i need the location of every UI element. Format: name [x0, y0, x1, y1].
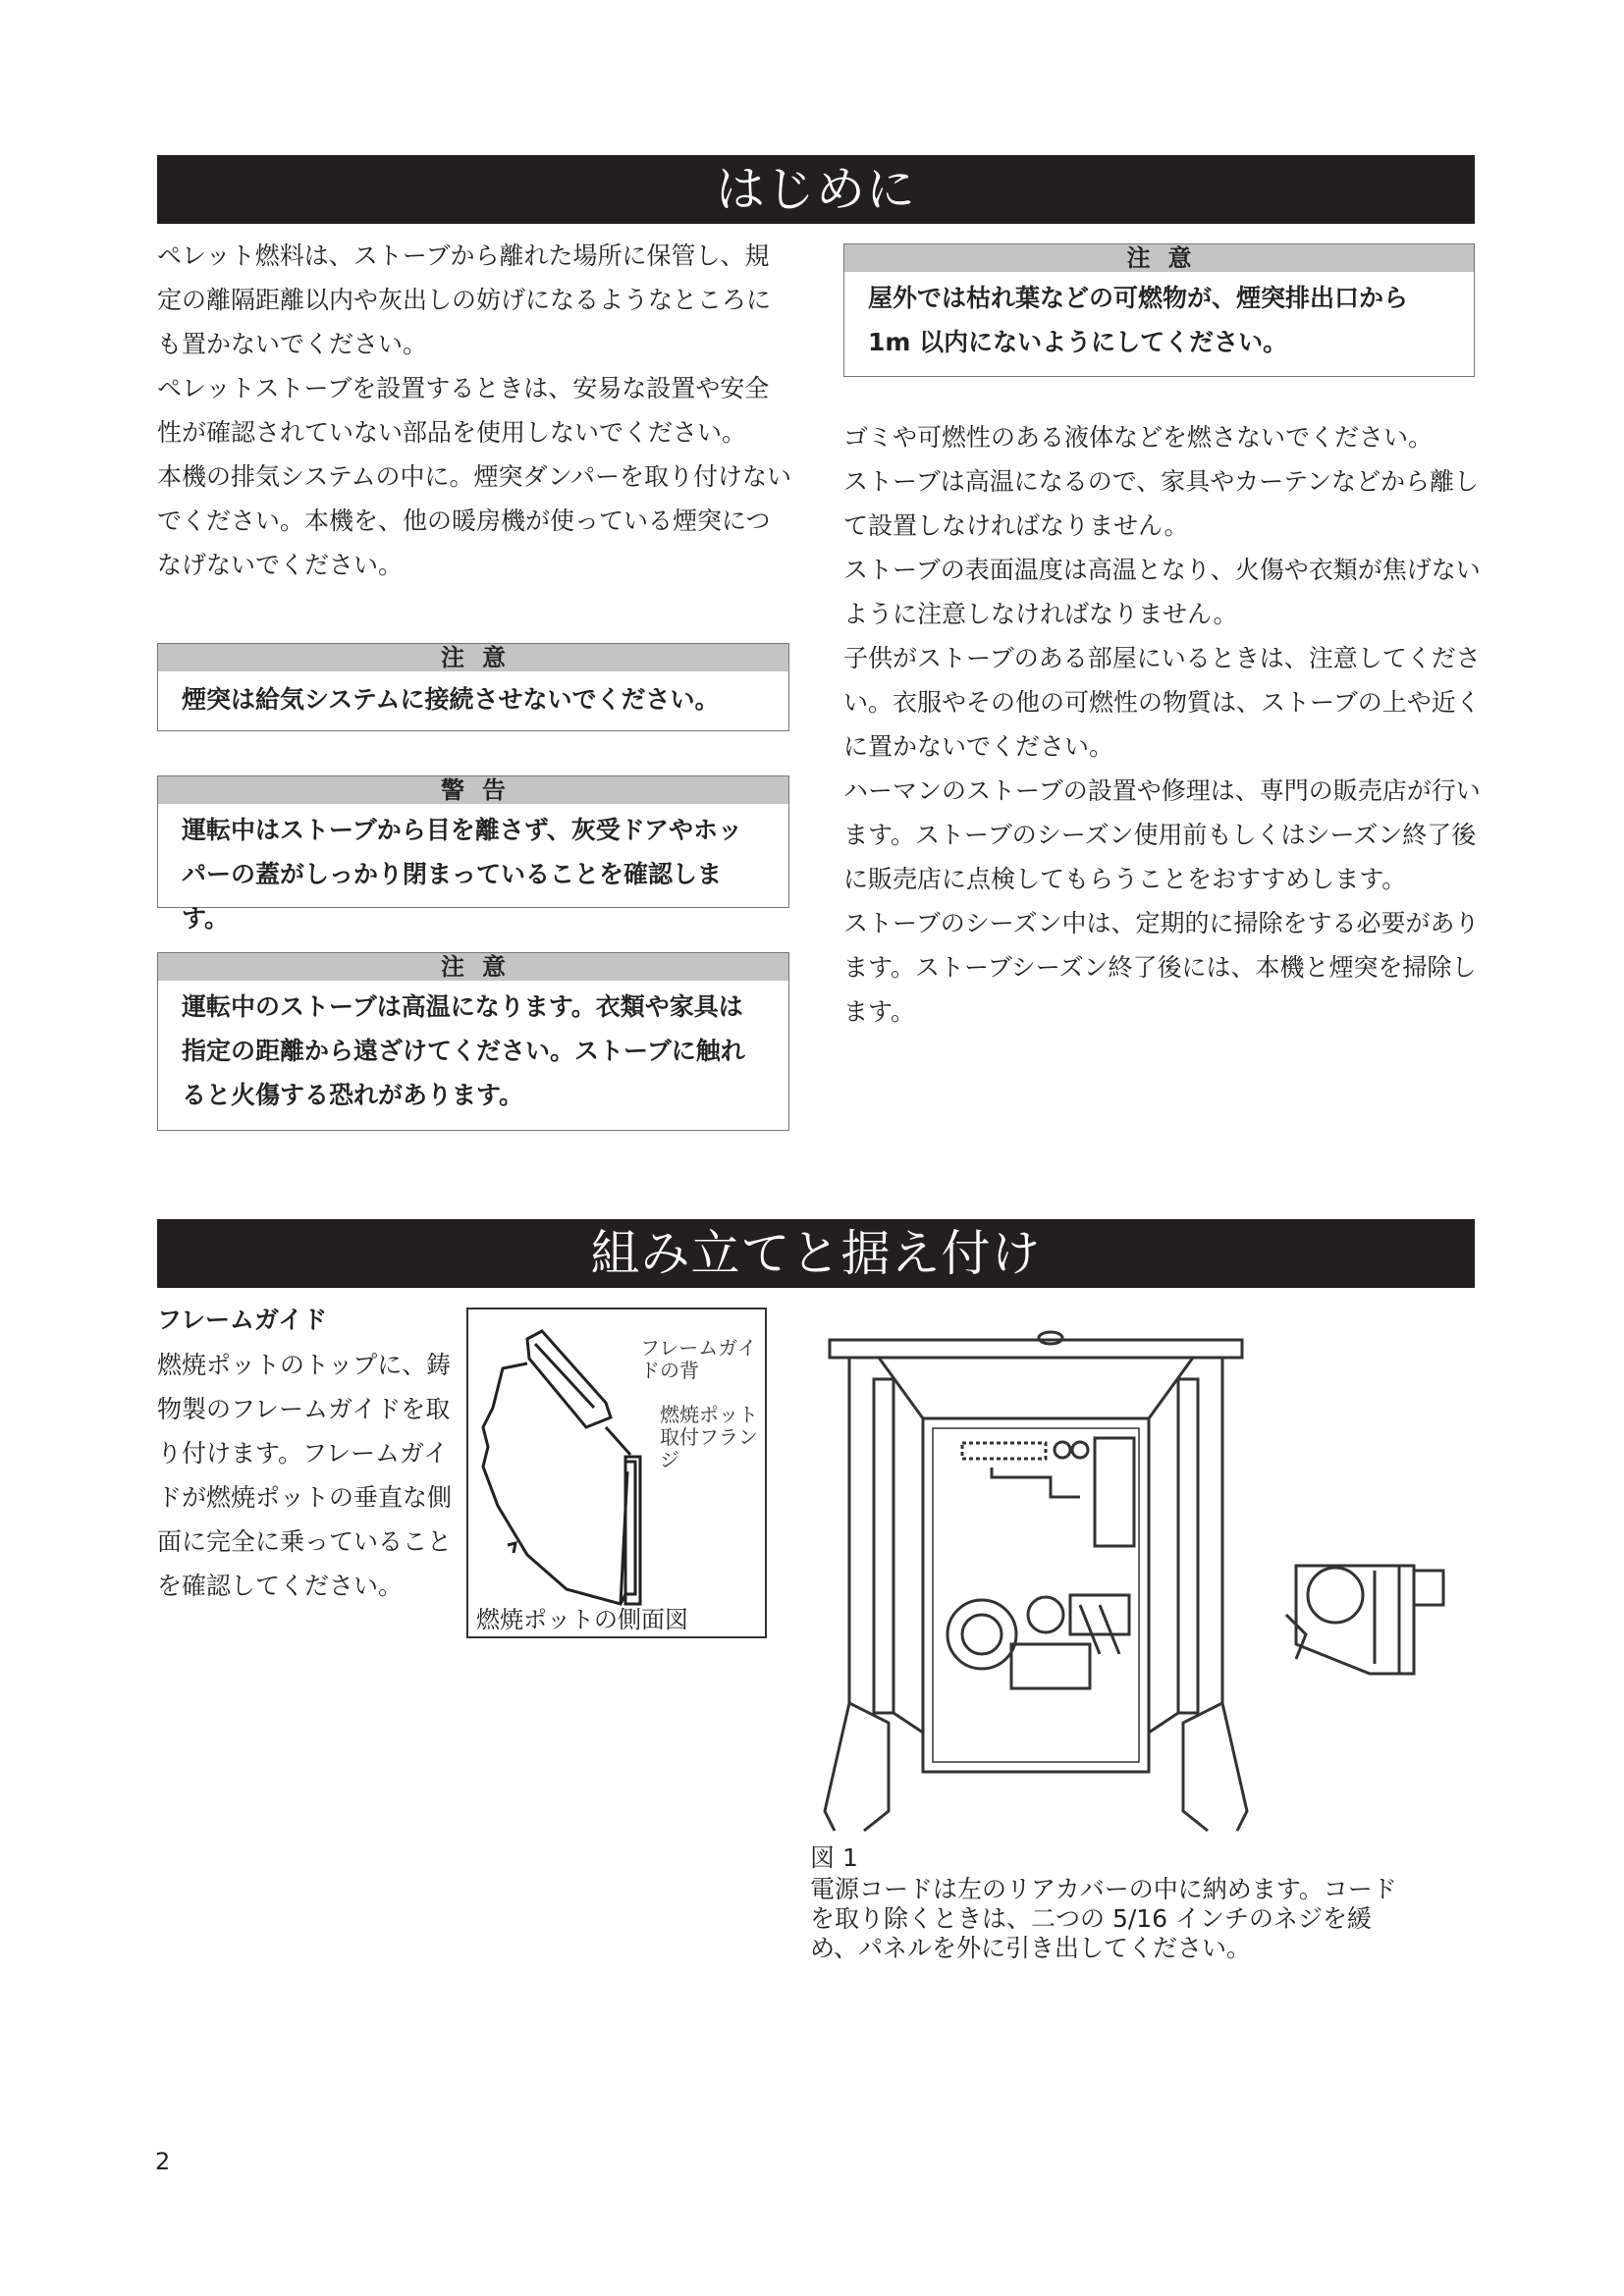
burn-pot-side-view-figure	[466, 1308, 767, 1638]
warning-box-heading: 警告	[158, 776, 788, 804]
intro-paragraph-1: ペレット燃料は、ストーブから離れた場所に保管し、規定の離隔距離以内や灰出しの妨げになるようなところにも置かないでください。	[157, 241, 772, 358]
stove-rear-view-figure	[805, 1320, 1453, 1850]
side-view-caption: 燃焼ポットの側面図	[476, 1606, 688, 1633]
page-number: 2	[155, 2148, 171, 2175]
section-header-introduction	[157, 155, 1475, 224]
figure-1-label: 図 1	[810, 1843, 858, 1872]
caution-box-outdoor	[843, 243, 1475, 377]
caution-box-heading: 注意	[158, 953, 788, 981]
top-knob	[1039, 1332, 1062, 1344]
intro-right-paragraph-2: ストーブは高温になるので、家具やカーテンなどから離して設置しなければなりません。	[843, 467, 1480, 540]
intro-paragraph-3: 本機の排気システムの中に。煙突ダンパーを取り付けないでください。本機を、他の暖房機が使っている煙突につなげないでください。	[157, 462, 792, 579]
burn-pot-flange-label: 燃焼ポット取付フランジ	[660, 1403, 758, 1471]
intro-paragraph-2: ペレットストーブを設置するときは、安易な設置や安全性が確認されていない部品を使用しないでください。	[157, 374, 770, 447]
section-title: 組み立てと据え付け	[590, 1225, 1042, 1282]
warning-box-operation	[157, 775, 789, 933]
intro-right-paragraph-4: 子供がストーブのある部屋にいるときは、注意してください。衣服やその他の可燃性の物質は、ストーブの上や近くに置かないでください。	[843, 644, 1481, 761]
caution-box-body: 煙突は給気システムに接続させないでください。	[182, 685, 720, 714]
flame-guide-title: フレームガイド	[157, 1306, 328, 1334]
intro-right-paragraph-5: ハーマンのストーブの設置や修理は、専門の販売店が行います。ストーブのシーズン使用前もしくはシーズン終了後に販売店に点検してもらうことをおすすめします。	[843, 776, 1481, 893]
caution-box-hot-surface	[157, 952, 789, 1131]
figure-1-caption: 電源コードは左のリアカバーの中に納めます。コードを取り除くときは、二つの 5/16 インチのネジを緩め、パネルを外に引き出してください。	[810, 1875, 1397, 1962]
caution-box-heading: 注意	[844, 244, 1474, 272]
stove-top-plate	[830, 1340, 1242, 1358]
intro-right-paragraph-1: ゴミや可燃性のある液体などを燃さないでください。	[843, 423, 1434, 452]
flame-guide-text: 燃焼ポットのトップに、鋳物製のフレームガイドを取り付けます。フレームガイドが燃焼ポットの垂直な側面に完全に乗っていることを確認してください。	[157, 1351, 453, 1600]
caution-box-body: 屋外では枯れ葉などの可燃物が、煙突排出口から1m 以内にないようにしてください。	[868, 284, 1409, 356]
intro-right-paragraph-6: ストーブのシーズン中は、定期的に掃除をする必要があります。ストーブシーズン終了後には、本機と煙突を掃除します。	[843, 909, 1480, 1026]
section-title: はじめに	[716, 161, 916, 218]
intro-right-paragraph-3: ストーブの表面温度は高温となり、火傷や衣類が焦げないように注意しなければなりません。	[843, 556, 1481, 628]
caution-box-chimney	[157, 643, 789, 731]
caution-box-heading: 注意	[158, 644, 788, 671]
section-header-assembly	[157, 1219, 1475, 1288]
flame-guide-back-label: フレームガイドの背	[640, 1336, 757, 1382]
warning-box-body: 運転中はストーブから目を離さず、灰受ドアやホッパーの蓋がしっかり閉まっていることを確認します。	[182, 816, 743, 933]
caution-box-body: 運転中のストーブは高温になります。衣類や家具は指定の距離から遠ざけてください。ストーブに触れると火傷する恐れがあります。	[182, 992, 745, 1109]
